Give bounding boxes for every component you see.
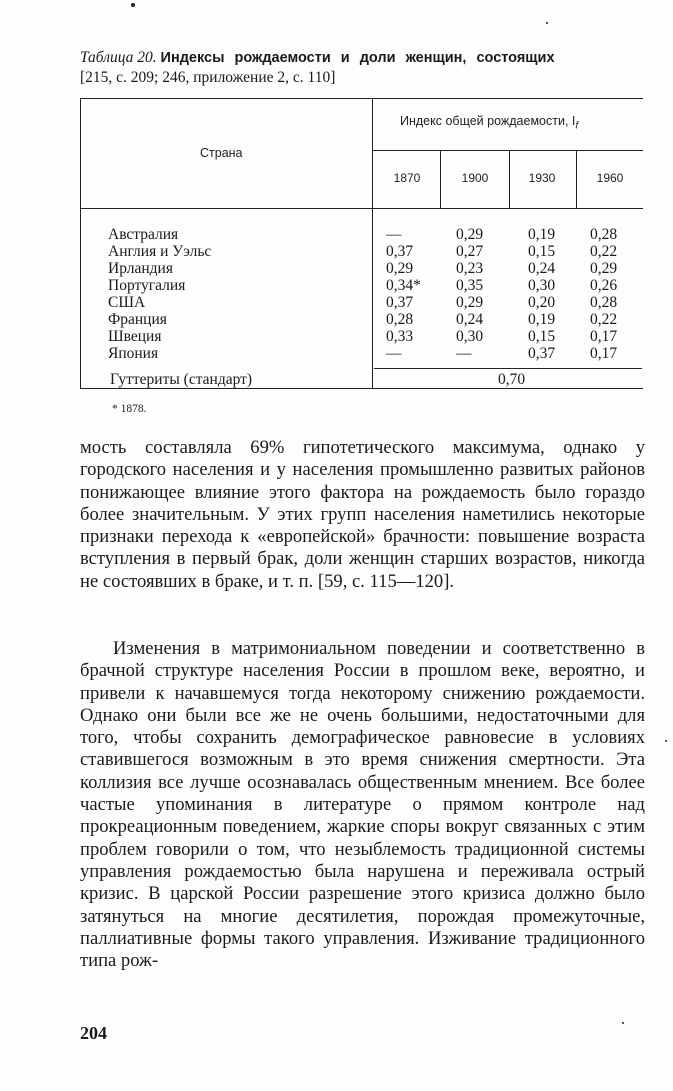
scan-speck [546,22,548,24]
year-1960: 1960 [596,171,624,185]
row-country: Австралия [108,226,179,243]
cell-1870: 0,29 [386,260,414,277]
table-bottom-rule [80,388,643,389]
row-country: Англия и Уэльс [108,243,212,260]
hutterites-label: Гуттериты (стандарт) [110,371,253,388]
cell-1930: 0,19 [528,226,556,243]
cell-1960: 0,26 [590,277,618,294]
cell-1960: 0,29 [590,260,618,277]
year-1870: 1870 [393,171,421,185]
table-label: Таблица 20. [80,49,157,66]
row-country: Португалия [108,277,186,294]
hutterites-brace [374,368,642,369]
year-divider-1 [440,150,441,208]
cell-1930: 0,37 [528,345,556,362]
cell-1900: 0,35 [456,277,484,294]
hutterites-value: 0,70 [498,371,526,388]
table-left-rule [80,98,81,388]
page-number: 204 [80,1023,107,1043]
table-header-rule [80,208,643,209]
cell-1930: 0,24 [528,260,556,277]
table-top-rule [80,98,643,99]
cell-1870: 0,28 [386,311,414,328]
table-title: Индексы рождаемости и доли женщин, состоящих [160,50,555,66]
scan-speck [665,740,667,742]
cell-1960: 0,28 [590,226,618,243]
table-footnote: * 1878. [112,403,147,415]
row-country: Ирландия [108,260,173,277]
paragraph-1: мость составляла 69% гипотетического максимума, однако у городского населения и у населения промышленно развитых районов понижающее влияние этого фактора на рождаемость было гораздо более значительным. У этих групп населения наметились некоторые признаки перехода к «европейской» брачности: повышение возраста вступления в первый брак, доли женщин старших возрастов, никогда не состоявших в браке, и т. п. [59, с. 115—120]. [80,437,645,592]
cell-1960: 0,17 [590,328,618,345]
cell-1870: 0,37 [386,294,414,311]
cell-1930: 0,30 [528,277,556,294]
paragraph-2: Изменения в матримониальном поведении и соответственно в брачной структуре населения России в прошлом веке, вероятно, и привели к начавшемуся тогда некоторому снижению рождаемости. Однако они были все же не очень большими, недостаточными для того, чтобы сохранить демографическое равновесие в условиях ставившегося возможным в это время снижения смертности. Эта коллизия все лучше осознавалась общественным мнением. Все более частые упоминания в литературе о прямом контроле над прокреационным поведением, жаркие споры вокруг связанных с этим проблем говорили о том, что незыблемость традиционной системы управления рождаемостью была нарушена и переживала острый кризис. В царской России разрешение этого кризиса должно было затянуться на многие десятилетия, порождая промежуточные, паллиативные формы такого управления. Изживание традиционного типа рож- [80,638,645,972]
scan-speck [131,3,135,7]
cell-1870: 0,34* [386,277,421,294]
cell-1900: 0,29 [456,226,484,243]
year-divider-3 [576,150,577,208]
cell-1960: 0,22 [590,311,618,328]
row-country: Франция [108,311,167,328]
cell-1870: — [386,345,402,362]
row-country: Швеция [108,328,162,345]
row-country: США [108,294,146,311]
scan-speck [622,1022,624,1024]
row-country: Япония [108,345,159,362]
cell-1900: 0,30 [456,328,484,345]
cell-1900: 0,24 [456,311,484,328]
header-country: Страна [200,146,243,160]
cell-1930: 0,15 [528,243,556,260]
cell-1930: 0,20 [528,294,556,311]
header-fertility-index: Индекс общей рождаемости, $I_f$ [400,114,579,132]
cell-1870: — [386,226,402,243]
cell-1870: 0,33 [386,328,414,345]
table-subheader-rule [372,150,643,151]
cell-1960: 0,28 [590,294,618,311]
cell-1930: 0,19 [528,311,556,328]
cell-1900: — [456,345,472,362]
cell-1900: 0,27 [456,243,484,260]
table-source: [215, с. 209; 246, приложение 2, с. 110] [80,69,336,86]
cell-1960: 0,17 [590,345,618,362]
table-caption [80,48,640,87]
year-1900: 1900 [461,171,489,185]
cell-1900: 0,23 [456,260,484,277]
year-divider-2 [509,150,510,208]
cell-1960: 0,22 [590,243,618,260]
table-divider-country [372,98,373,388]
cell-1930: 0,15 [528,328,556,345]
cell-1870: 0,37 [386,243,414,260]
cell-1900: 0,29 [456,294,484,311]
year-1930: 1930 [528,171,556,185]
